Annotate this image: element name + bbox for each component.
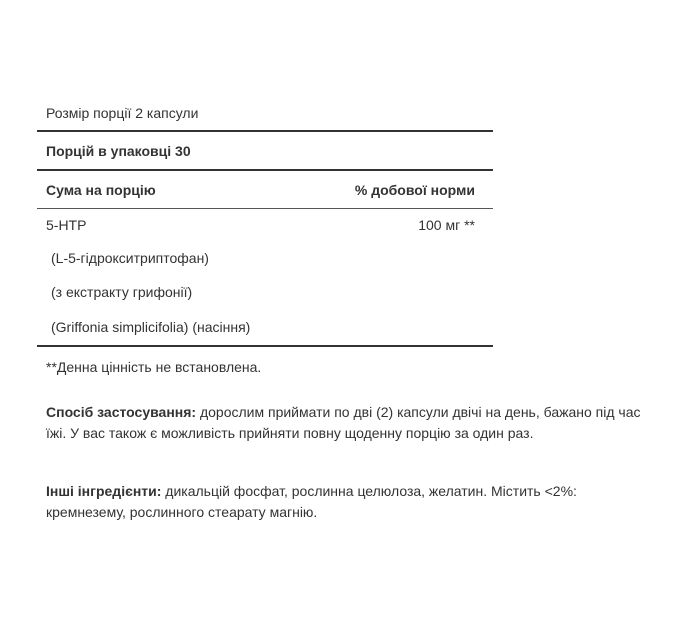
ingredient-detail-3: (Griffonia simplicifolia) (насіння) bbox=[51, 319, 251, 335]
other-ingredients-paragraph bbox=[46, 481, 646, 523]
footnote: **Денна цінність не встановлена. bbox=[46, 359, 262, 375]
ingredient-amount: 100 мг ** bbox=[418, 217, 475, 233]
servings-per-container-text: Порцій в упаковці 30 bbox=[46, 142, 191, 159]
ingredient-name: 5-HTP bbox=[46, 217, 87, 233]
ingredient-detail-1: (L-5-гідрокситриптофан) bbox=[51, 250, 209, 266]
amount-per-serving-header: Сума на порцію bbox=[46, 181, 156, 198]
table-header-row bbox=[37, 171, 493, 208]
serving-size-row bbox=[37, 96, 493, 130]
supplement-facts-table bbox=[37, 96, 493, 375]
ingredient-detail-row bbox=[37, 241, 493, 275]
usage-label: Спосіб застосування: bbox=[46, 404, 197, 420]
ingredient-detail-2: (з екстракту грифонії) bbox=[51, 284, 193, 300]
daily-value-header: % добової норми bbox=[354, 181, 475, 198]
ingredient-detail-row bbox=[37, 309, 493, 345]
ingredient-detail-row bbox=[37, 275, 493, 309]
serving-size-text: Розмір порції 2 капсули bbox=[46, 105, 199, 121]
usage-text: дорослим приймати по дві (2) капсули двічі на день, бажано під час їжі. У вас також є можливість прийняти повну щоденну порцію за один раз. bbox=[46, 404, 641, 441]
usage-paragraph bbox=[46, 402, 646, 444]
ingredient-row bbox=[37, 209, 493, 241]
divider-thick bbox=[37, 345, 493, 347]
other-ingredients-text: дикальцій фосфат, рослинна целюлоза, желатин. Містить <2%: кремнезему, рослинного стеарату магнію. bbox=[46, 483, 577, 520]
servings-row bbox=[37, 132, 493, 169]
other-ingredients-label: Інші інгредієнти: bbox=[46, 483, 162, 499]
